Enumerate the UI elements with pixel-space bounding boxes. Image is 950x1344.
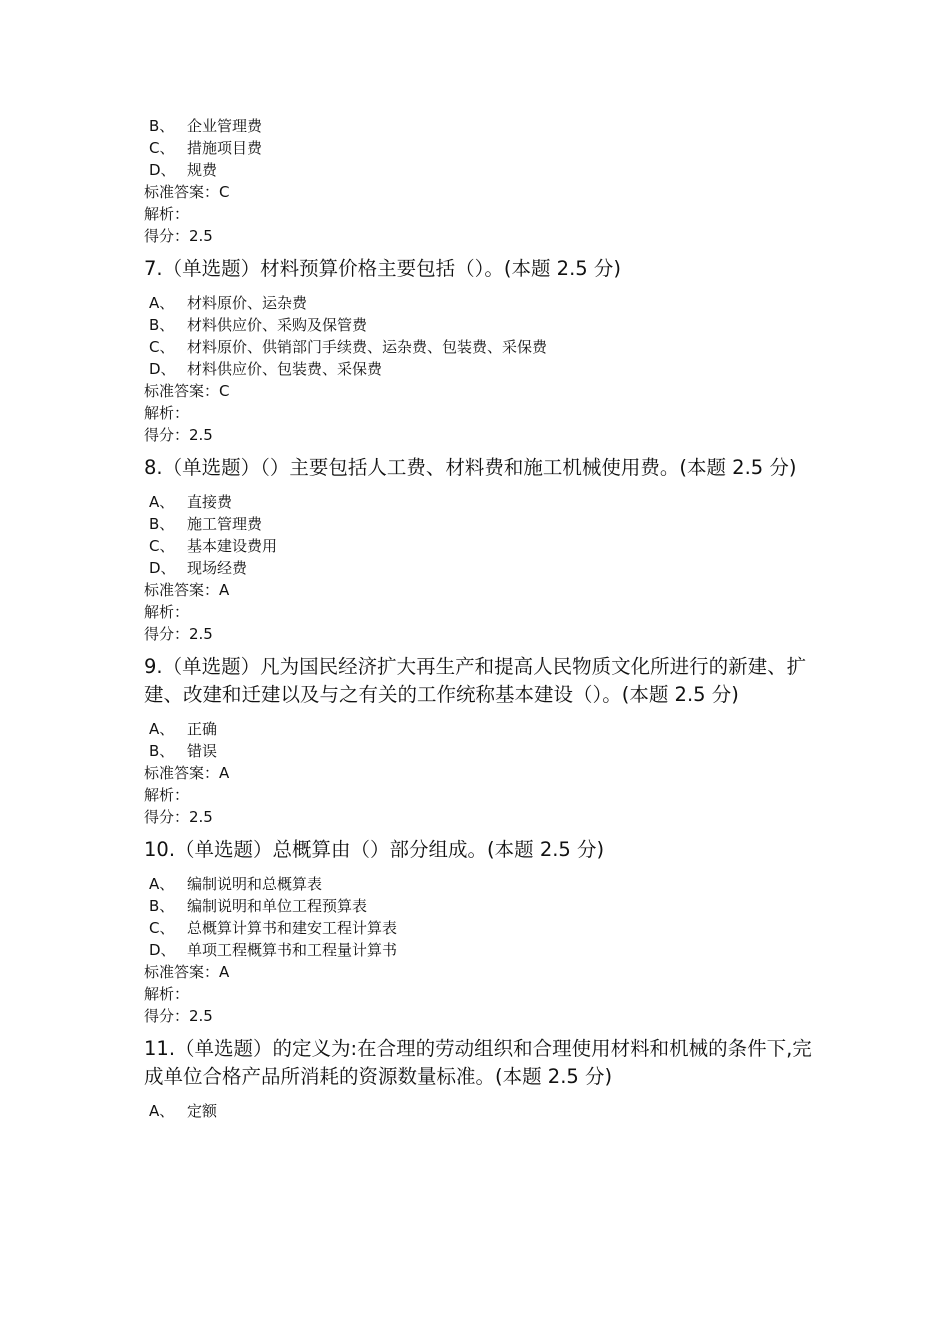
score: 得分：2.5: [144, 625, 213, 643]
score: 得分：2.5: [144, 227, 213, 245]
option-c: C、 总概算计算书和建安工程计算表: [149, 919, 398, 937]
option-d: D、 规费: [149, 161, 218, 179]
standard-answer: 标准答案：C: [144, 183, 230, 201]
option-b: B、 施工管理费: [149, 515, 263, 533]
standard-answer: 标准答案：A: [144, 963, 230, 981]
question-title: 7.（单选题）材料预算价格主要包括（）。(本题 2.5 分): [144, 257, 621, 280]
option-b: B、 编制说明和单位工程预算表: [149, 897, 368, 915]
analysis: 解析：: [144, 205, 190, 223]
question-7: [144, 255, 824, 446]
question-title: 10.（单选题）总概算由（）部分组成。(本题 2.5 分): [144, 838, 605, 861]
option-a: A、 编制说明和总概算表: [149, 875, 323, 893]
standard-answer: 标准答案：A: [144, 581, 230, 599]
option-a: A、 正确: [149, 720, 218, 738]
score: 得分：2.5: [144, 426, 213, 444]
document-page: [144, 115, 824, 1122]
option-c: C、 材料原价、供销部门手续费、运杂费、包装费、采保费: [149, 338, 548, 356]
option-d: D、 单项工程概算书和工程量计算书: [149, 941, 398, 959]
standard-answer: 标准答案：C: [144, 382, 230, 400]
question-9: [144, 653, 824, 828]
option-d: D、 现场经费: [149, 559, 248, 577]
standard-answer: 标准答案：A: [144, 764, 230, 782]
analysis: 解析：: [144, 603, 190, 621]
question-title: 11.（单选题）的定义为:在合理的劳动组织和合理使用材料和机械的条件下,完成单位合格产品所消耗的资源数量标准。(本题 2.5 分): [144, 1037, 812, 1088]
question-6-tail: [144, 115, 824, 247]
option-a: A、 材料原价、运杂费: [149, 294, 308, 312]
option-d: D、 材料供应价、包装费、采保费: [149, 360, 383, 378]
option-a: A、 直接费: [149, 493, 233, 511]
option-c: C、 措施项目费: [149, 139, 263, 157]
option-b: B、 错误: [149, 742, 218, 760]
option-a: A、 定额: [149, 1102, 218, 1120]
question-11: [144, 1035, 824, 1122]
question-title: 9.（单选题）凡为国民经济扩大再生产和提高人民物质文化所进行的新建、扩建、改建和迁建以及与之有关的工作统称基本建设（）。(本题 2.5 分): [144, 655, 807, 706]
analysis: 解析：: [144, 985, 190, 1003]
option-c: C、 基本建设费用: [149, 537, 278, 555]
question-10: [144, 836, 824, 1027]
analysis: 解析：: [144, 786, 190, 804]
question-title: 8.（单选题）（）主要包括人工费、材料费和施工机械使用费。(本题 2.5 分): [144, 456, 797, 479]
score: 得分：2.5: [144, 808, 213, 826]
question-8: [144, 454, 824, 645]
option-b: B、 材料供应价、采购及保管费: [149, 316, 368, 334]
analysis: 解析：: [144, 404, 190, 422]
score: 得分：2.5: [144, 1007, 213, 1025]
option-b: B、 企业管理费: [149, 117, 263, 135]
